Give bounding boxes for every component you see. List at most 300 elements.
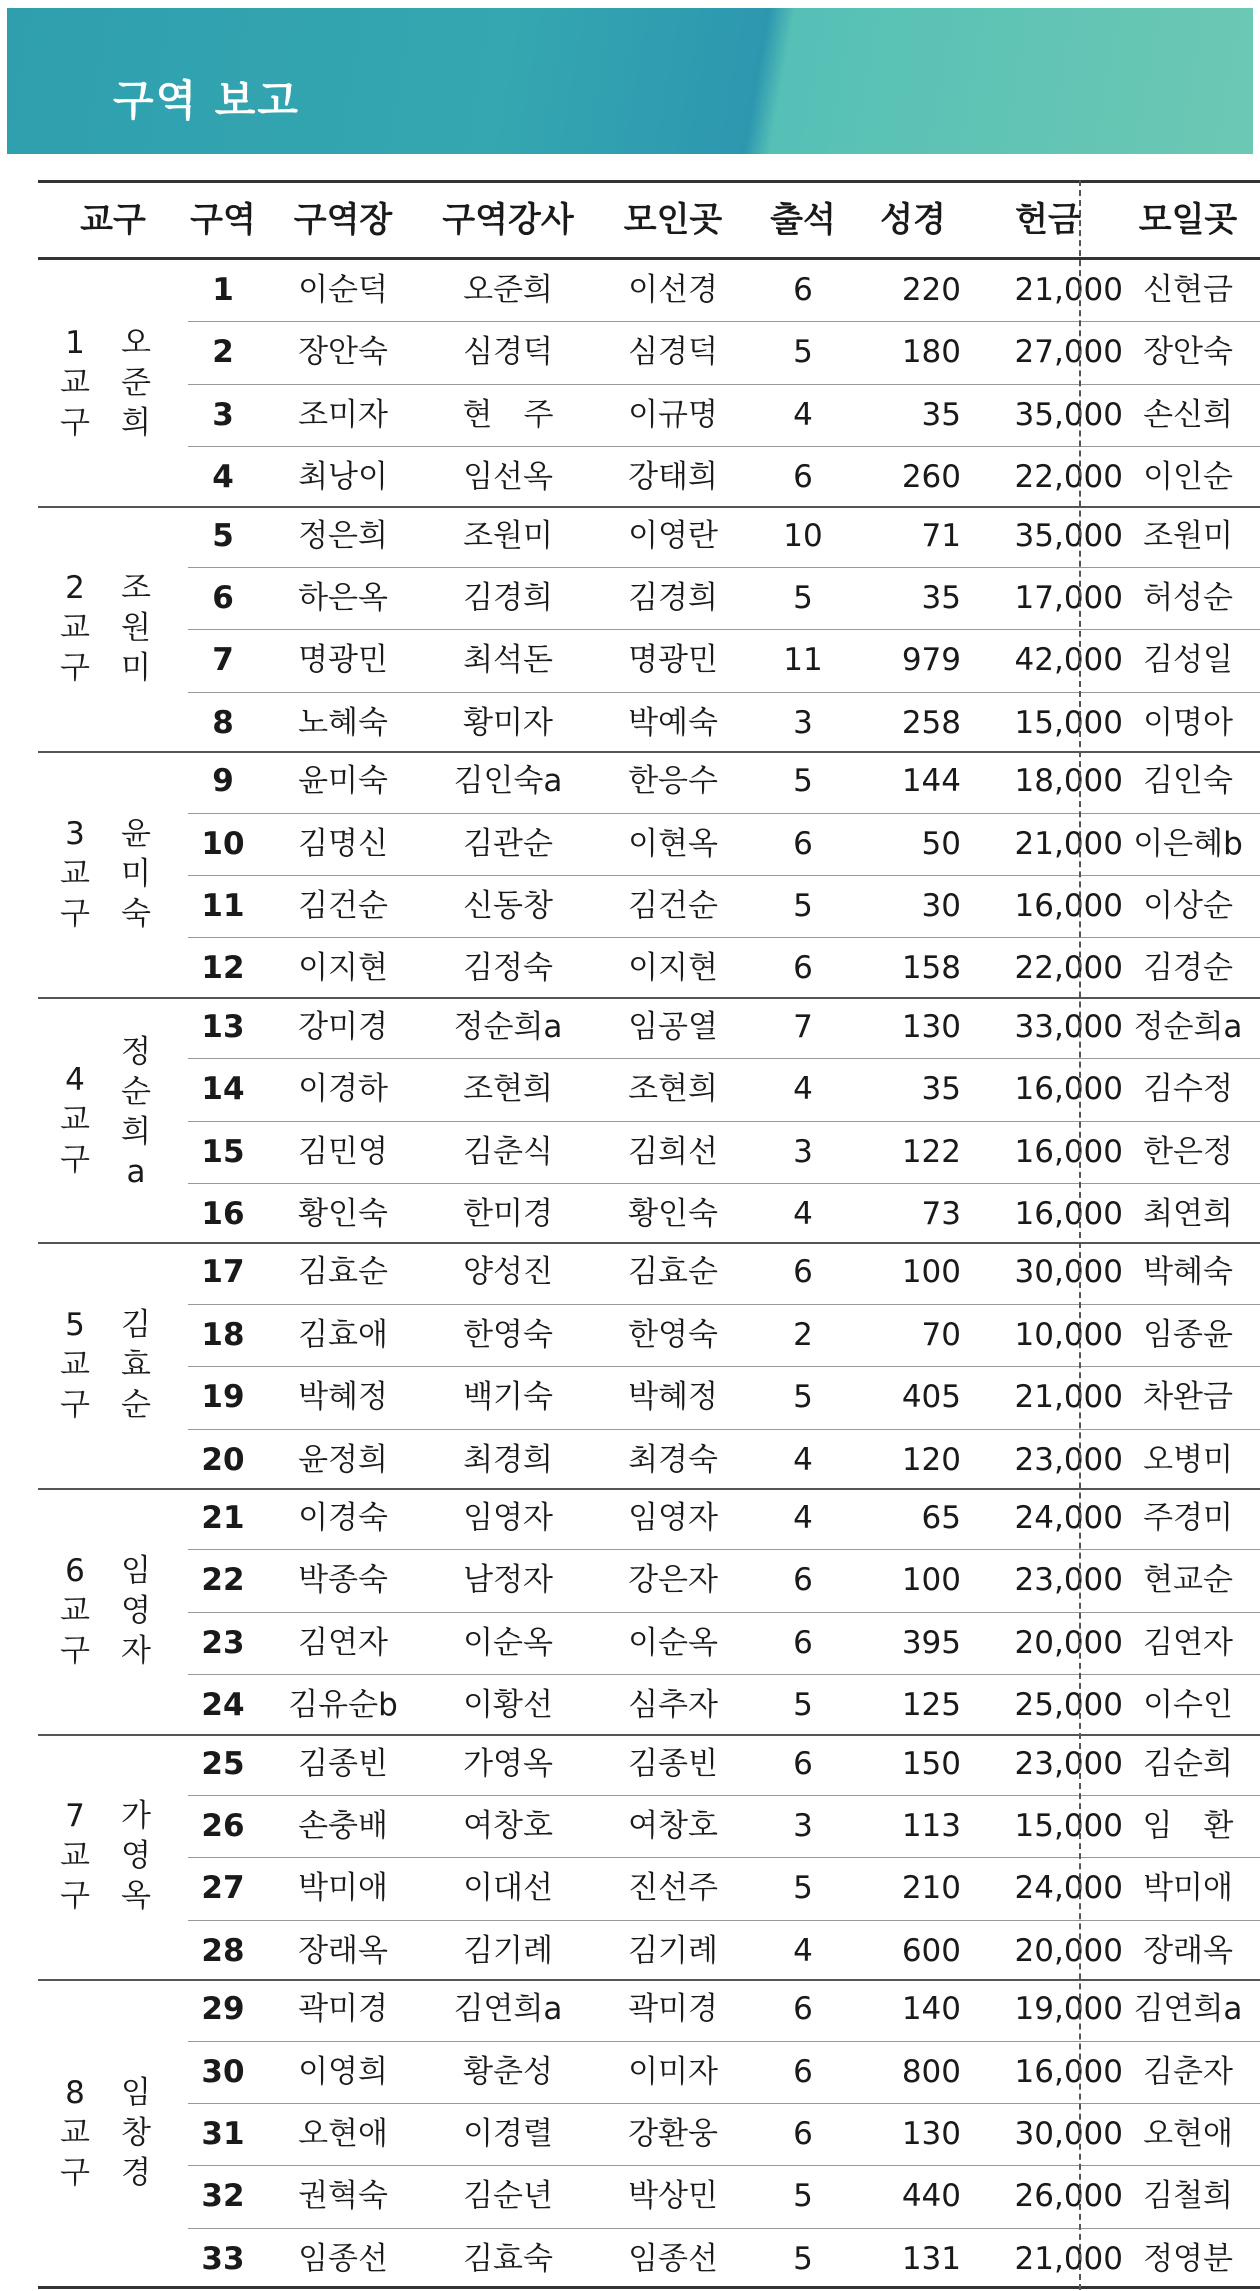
cell-heongeum: 17,000	[1014, 579, 1123, 616]
cell-gangsa: 김인숙a	[453, 763, 563, 800]
cell-seonggyeong: 600	[901, 1932, 961, 1969]
cell-gangsa: 백기숙	[463, 1379, 553, 1416]
cell-moil: 김경순	[1143, 950, 1233, 987]
cell-jang: 박미애	[298, 1870, 388, 1907]
cell-moin: 이현옥	[628, 825, 718, 862]
table-row	[188, 1734, 1260, 1796]
cell-moil: 박혜숙	[1143, 1254, 1233, 1291]
cell-gangsa: 임영자	[463, 1500, 553, 1536]
cell-moil: 오병미	[1143, 1441, 1233, 1478]
cell-seonggyeong: 144	[901, 763, 961, 800]
cell-gangsa: 황춘성	[463, 2053, 553, 2090]
cell-seonggyeong: 180	[901, 334, 961, 371]
cell-jang: 김유순b	[288, 1687, 398, 1724]
cell-jang: 정은희	[298, 517, 388, 554]
cell-no: 27	[201, 1870, 245, 1907]
cell-heongeum: 16,000	[1014, 1133, 1123, 1170]
leader-name-char: 미	[121, 855, 151, 892]
cell-heongeum: 30,000	[1014, 2115, 1123, 2152]
table-row	[188, 938, 1260, 999]
cell-chulseok: 6	[793, 1991, 813, 2028]
leader-name-char: 경	[121, 2154, 151, 2191]
leader-name-char: 순	[121, 1073, 151, 1110]
cell-moil: 이명아	[1143, 704, 1233, 741]
group-number-char: 1	[65, 324, 85, 361]
cell-moin: 임종선	[628, 2240, 718, 2277]
group-label	[38, 260, 188, 506]
table-row	[188, 568, 1260, 630]
cell-seonggyeong: 100	[901, 1562, 961, 1599]
table-row	[188, 1979, 1260, 2041]
page-title: 구역 보고	[113, 76, 300, 125]
cell-no: 25	[201, 1745, 245, 1782]
cell-moil: 김연희a	[1133, 1991, 1243, 2028]
group-leader-name	[116, 568, 156, 688]
cell-moil: 김수정	[1143, 1071, 1233, 1108]
table-row	[188, 814, 1260, 876]
cell-chulseok: 6	[793, 272, 813, 308]
group-number	[58, 1551, 92, 1671]
cell-chulseok: 5	[793, 2240, 813, 2277]
group-number-char: 7	[65, 1798, 85, 1835]
cell-jang: 이경하	[298, 1071, 388, 1108]
table-row	[188, 1613, 1260, 1675]
cell-heongeum: 15,000	[1014, 704, 1123, 741]
group-number-char: 교	[60, 1838, 90, 1875]
cell-gangsa: 황미자	[463, 704, 553, 741]
cell-gangsa: 김효숙	[463, 2240, 553, 2277]
cell-jang: 노혜숙	[298, 704, 388, 741]
cell-no: 16	[201, 1195, 245, 1232]
cell-no: 26	[201, 1807, 245, 1844]
cell-moin: 임공열	[628, 1008, 718, 1045]
cell-chulseok: 6	[793, 1745, 813, 1782]
group-number-char: 구	[60, 1878, 90, 1915]
cell-jang: 이지현	[298, 950, 388, 987]
cell-seonggyeong: 120	[901, 1441, 961, 1478]
cell-heongeum: 21,000	[1014, 2240, 1123, 2277]
header-guyeok: 구역	[190, 200, 256, 240]
cell-moin: 강태희	[628, 459, 718, 496]
group-label	[38, 1488, 188, 1734]
cell-chulseok: 6	[793, 1254, 813, 1291]
group-number	[58, 323, 92, 443]
cell-moin: 한응수	[628, 763, 718, 800]
cell-chulseok: 7	[793, 1008, 813, 1045]
table-row	[188, 447, 1260, 508]
cell-jang: 이영희	[298, 2053, 388, 2090]
cell-no: 32	[201, 2178, 245, 2215]
district-group	[38, 1979, 1260, 2289]
leader-name-char: 창	[121, 2114, 151, 2151]
cell-moil: 한은정	[1143, 1133, 1233, 1170]
cell-no: 4	[212, 459, 234, 496]
leader-name-char: 가	[121, 1798, 151, 1835]
group-number-char: 교	[60, 1101, 90, 1138]
cell-chulseok: 5	[793, 1870, 813, 1907]
header-chulseok: 출석	[770, 200, 836, 240]
cell-moin: 진선주	[628, 1870, 718, 1907]
group-number-char: 구	[60, 1632, 90, 1669]
cell-no: 19	[201, 1379, 245, 1416]
cell-moin: 이미자	[628, 2053, 718, 2090]
cell-moin: 강은자	[628, 1562, 718, 1599]
cell-moil: 신현금	[1143, 272, 1233, 308]
cell-gangsa: 최경희	[463, 1441, 553, 1478]
cell-moil: 임 환	[1142, 1807, 1234, 1844]
cell-moin: 심경덕	[628, 334, 718, 371]
cell-heongeum: 27,000	[1014, 334, 1123, 371]
group-number-char: 3	[65, 815, 85, 852]
cell-seonggyeong: 125	[901, 1687, 961, 1724]
cell-heongeum: 35,000	[1014, 396, 1123, 433]
group-leader-name	[116, 814, 156, 934]
district-group	[38, 1242, 1260, 1490]
cell-gangsa: 김경희	[463, 579, 553, 616]
table-row	[188, 1488, 1260, 1550]
cell-heongeum: 35,000	[1014, 517, 1123, 554]
cell-chulseok: 4	[793, 1500, 813, 1536]
cell-jang: 명광민	[298, 642, 388, 679]
cell-gangsa: 현 주	[462, 396, 554, 433]
cell-moil: 김순희	[1143, 1745, 1233, 1782]
leader-name-char: 미	[121, 650, 151, 687]
cell-moin: 박예숙	[628, 704, 718, 741]
cell-chulseok: 6	[793, 1624, 813, 1661]
group-rows	[188, 1734, 1260, 1983]
cell-jang: 장래옥	[298, 1932, 388, 1969]
cell-moil: 김춘자	[1143, 2053, 1233, 2090]
cell-no: 1	[212, 272, 234, 308]
cell-seonggyeong: 260	[901, 459, 961, 496]
cell-moin: 임영자	[628, 1500, 718, 1536]
table-row	[188, 385, 1260, 447]
cell-seonggyeong: 122	[901, 1133, 961, 1170]
cell-heongeum: 10,000	[1014, 1316, 1123, 1353]
group-number-char: 8	[65, 2074, 85, 2111]
cell-moil: 이인순	[1143, 459, 1233, 496]
leader-name-char: 정	[121, 1033, 151, 1070]
cell-moil: 주경미	[1143, 1500, 1233, 1536]
cell-gangsa: 정순희a	[453, 1008, 563, 1045]
group-number-char: 6	[65, 1552, 85, 1589]
group-number	[58, 814, 92, 934]
cell-chulseok: 3	[793, 1807, 813, 1844]
table-row	[188, 876, 1260, 938]
cell-moin: 심추자	[628, 1687, 718, 1724]
cell-moil: 김연자	[1143, 1624, 1233, 1661]
leader-name-char: 임	[121, 2074, 151, 2111]
header-heongeum: 헌금	[1015, 200, 1081, 240]
cell-chulseok: 5	[793, 763, 813, 800]
group-leader-name	[116, 323, 156, 443]
cell-jang: 최낭이	[298, 459, 388, 496]
group-number-char: 구	[60, 1141, 90, 1178]
cell-heongeum: 24,000	[1014, 1500, 1123, 1536]
table-row	[188, 1796, 1260, 1858]
cell-no: 20	[201, 1441, 245, 1478]
cell-moin: 여창호	[628, 1807, 718, 1844]
table-row	[188, 2166, 1260, 2228]
group-label	[38, 1734, 188, 1980]
leader-name-char: 효	[121, 1347, 151, 1384]
group-leader-name	[116, 1032, 156, 1192]
cell-chulseok: 4	[793, 1932, 813, 1969]
cell-heongeum: 42,000	[1014, 642, 1123, 679]
cell-gangsa: 남정자	[463, 1562, 553, 1599]
leader-name-char: 영	[121, 1838, 151, 1875]
cell-seonggyeong: 100	[901, 1254, 961, 1291]
cell-moin: 황인숙	[628, 1195, 718, 1232]
leader-name-char: 숙	[121, 895, 151, 932]
leader-name-char: 오	[121, 324, 151, 361]
table-row	[188, 1675, 1260, 1736]
cell-heongeum: 24,000	[1014, 1870, 1123, 1907]
group-number-char: 4	[65, 1061, 85, 1098]
cell-no: 21	[201, 1500, 245, 1536]
cell-no: 6	[212, 579, 234, 616]
cell-jang: 장안숙	[298, 334, 388, 371]
leader-name-char: 임	[121, 1552, 151, 1589]
cell-seonggyeong: 30	[921, 887, 961, 924]
table-row	[188, 630, 1260, 692]
cell-chulseok: 3	[793, 704, 813, 741]
table-row	[188, 1550, 1260, 1612]
cell-chulseok: 6	[793, 459, 813, 496]
group-label	[38, 751, 188, 997]
cell-chulseok: 6	[793, 2115, 813, 2152]
cell-jang: 조미자	[298, 396, 388, 433]
cell-jang: 하은옥	[298, 579, 388, 616]
leader-name-char: 희	[121, 1113, 151, 1150]
cell-no: 13	[201, 1008, 245, 1045]
cell-gangsa: 여창호	[463, 1807, 553, 1844]
cell-moil: 현교순	[1143, 1562, 1233, 1599]
cell-jang: 이경숙	[298, 1500, 388, 1536]
group-number	[58, 568, 92, 688]
district-group	[38, 506, 1260, 754]
cell-moil: 조원미	[1143, 517, 1233, 554]
cell-gangsa: 신동창	[463, 887, 553, 924]
cell-moil: 박미애	[1143, 1870, 1233, 1907]
cell-no: 2	[212, 334, 234, 371]
cell-heongeum: 18,000	[1014, 763, 1123, 800]
cell-chulseok: 3	[793, 1133, 813, 1170]
cell-moil: 최연희	[1143, 1195, 1233, 1232]
cell-moin: 김종빈	[628, 1745, 718, 1782]
cell-moil: 이은혜b	[1133, 825, 1243, 862]
cell-moin: 최경숙	[628, 1441, 718, 1478]
cell-heongeum: 30,000	[1014, 1254, 1123, 1291]
cell-gangsa: 이순옥	[463, 1624, 553, 1661]
cell-gangsa: 이경렬	[463, 2115, 553, 2152]
cell-no: 3	[212, 396, 234, 433]
group-label	[38, 1979, 188, 2286]
cell-seonggyeong: 210	[901, 1870, 961, 1907]
group-number-char: 교	[60, 855, 90, 892]
group-label	[38, 997, 188, 1243]
cell-gangsa: 김춘식	[463, 1133, 553, 1170]
cell-chulseok: 4	[793, 1441, 813, 1478]
table-row	[188, 2042, 1260, 2104]
cell-seonggyeong: 73	[921, 1195, 961, 1232]
cell-no: 12	[201, 950, 245, 987]
group-rows	[188, 751, 1260, 1000]
cell-no: 31	[201, 2115, 245, 2152]
cell-chulseok: 4	[793, 1195, 813, 1232]
cell-seonggyeong: 158	[901, 950, 961, 987]
cell-chulseok: 4	[793, 1071, 813, 1108]
cell-chulseok: 5	[793, 1687, 813, 1724]
cell-gangsa: 김정숙	[463, 950, 553, 987]
cell-jang: 곽미경	[298, 1991, 388, 2028]
cell-heongeum: 23,000	[1014, 1441, 1123, 1478]
cell-moil: 오현애	[1143, 2115, 1233, 2152]
leader-name-char: 원	[121, 610, 151, 647]
cell-moil: 이수인	[1143, 1687, 1233, 1724]
header-gyogu: 교구	[80, 200, 146, 240]
cell-no: 33	[201, 2240, 245, 2277]
cell-moin: 김희선	[628, 1133, 718, 1170]
group-number	[58, 1060, 92, 1180]
cell-gangsa: 심경덕	[463, 334, 553, 371]
cell-heongeum: 25,000	[1014, 1687, 1123, 1724]
group-number-char: 구	[60, 2154, 90, 2191]
table-row	[188, 1921, 1260, 1982]
cell-seonggyeong: 113	[901, 1807, 961, 1844]
group-number-char: 교	[60, 2114, 90, 2151]
group-label	[38, 506, 188, 752]
cell-gangsa: 이황선	[463, 1687, 553, 1724]
cell-no: 17	[201, 1254, 245, 1291]
cell-gangsa: 양성진	[463, 1254, 553, 1291]
cell-heongeum: 20,000	[1014, 1932, 1123, 1969]
cell-chulseok: 6	[793, 950, 813, 987]
cell-seonggyeong: 150	[901, 1745, 961, 1782]
cell-chulseok: 4	[793, 396, 813, 433]
group-number-char: 5	[65, 1307, 85, 1344]
cell-chulseok: 11	[783, 642, 823, 679]
cell-moin: 이지현	[628, 950, 718, 987]
cell-chulseok: 6	[793, 1562, 813, 1599]
group-number	[58, 2073, 92, 2193]
district-group	[38, 260, 1260, 508]
cell-no: 10	[201, 825, 245, 862]
group-rows	[188, 1242, 1260, 1491]
cell-seonggyeong: 979	[901, 642, 961, 679]
cell-jang: 김민영	[298, 1133, 388, 1170]
table-row	[188, 1059, 1260, 1121]
group-number-char: 교	[60, 610, 90, 647]
cell-moin: 조현희	[628, 1071, 718, 1108]
cell-heongeum: 16,000	[1014, 1071, 1123, 1108]
group-number-char: 교	[60, 364, 90, 401]
cell-heongeum: 20,000	[1014, 1624, 1123, 1661]
table-row	[188, 751, 1260, 813]
cell-heongeum: 16,000	[1014, 2053, 1123, 2090]
cell-gangsa: 임선옥	[463, 459, 553, 496]
cell-jang: 강미경	[298, 1008, 388, 1045]
cell-moin: 이선경	[628, 272, 718, 308]
cell-chulseok: 5	[793, 579, 813, 616]
cell-gangsa: 이대선	[463, 1870, 553, 1907]
cell-heongeum: 22,000	[1014, 950, 1123, 987]
cell-seonggyeong: 50	[921, 825, 961, 862]
cell-seonggyeong: 130	[901, 1008, 961, 1045]
cell-seonggyeong: 405	[901, 1379, 961, 1416]
cell-heongeum: 26,000	[1014, 2178, 1123, 2215]
district-group	[38, 1734, 1260, 1982]
leader-name-char: 자	[121, 1632, 151, 1669]
cell-moin: 김경희	[628, 579, 718, 616]
cell-jang: 박혜정	[298, 1379, 388, 1416]
cell-moin: 박상민	[628, 2178, 718, 2215]
cell-jang: 윤정희	[298, 1441, 388, 1478]
table-row	[188, 1367, 1260, 1429]
leader-name-char: 영	[121, 1592, 151, 1629]
cell-seonggyeong: 220	[901, 272, 961, 308]
group-leader-name	[116, 1305, 156, 1425]
cell-moil: 김인숙	[1143, 763, 1233, 800]
cell-heongeum: 33,000	[1014, 1008, 1123, 1045]
header-moil: 모일곳	[1138, 200, 1238, 240]
cell-gangsa: 가영옥	[463, 1745, 553, 1782]
cell-no: 24	[201, 1687, 245, 1724]
title-banner	[7, 8, 1253, 154]
header-gangsa: 구역강사	[442, 200, 574, 240]
cell-chulseok: 10	[783, 517, 823, 554]
cell-no: 9	[212, 763, 234, 800]
cell-moin: 곽미경	[628, 1991, 718, 2028]
leader-name-char: 준	[121, 364, 151, 401]
cell-seonggyeong: 35	[921, 1071, 961, 1108]
group-rows	[188, 506, 1260, 755]
cell-no: 7	[212, 642, 234, 679]
cell-moin: 이순옥	[628, 1624, 718, 1661]
cell-seonggyeong: 131	[901, 2240, 961, 2277]
cell-moin: 한영숙	[628, 1316, 718, 1353]
header-moin: 모인곳	[623, 200, 723, 240]
cell-moin: 박혜정	[628, 1379, 718, 1416]
cell-no: 11	[201, 887, 245, 924]
cell-moil: 허성순	[1143, 579, 1233, 616]
cell-seonggyeong: 258	[901, 704, 961, 741]
cell-gangsa: 김관순	[463, 825, 553, 862]
cell-gangsa: 오준희	[463, 272, 553, 308]
cell-heongeum: 16,000	[1014, 1195, 1123, 1232]
group-number-char: 구	[60, 1387, 90, 1424]
cell-gangsa: 김순년	[463, 2178, 553, 2215]
table-row	[188, 2229, 1260, 2290]
table-row	[188, 997, 1260, 1059]
cell-moin: 명광민	[628, 642, 718, 679]
cell-moin: 강환웅	[628, 2115, 718, 2152]
cell-no: 28	[201, 1932, 245, 1969]
table-row	[188, 1122, 1260, 1184]
cell-moin: 김효순	[628, 1254, 718, 1291]
table-header	[38, 180, 1260, 260]
cell-seonggyeong: 70	[921, 1316, 961, 1353]
cell-no: 8	[212, 704, 234, 741]
group-rows	[188, 260, 1260, 509]
cell-seonggyeong: 35	[921, 579, 961, 616]
cell-jang: 김연자	[298, 1624, 388, 1661]
cell-moin: 이영란	[628, 517, 718, 554]
group-leader-name	[116, 2073, 156, 2193]
cell-chulseok: 5	[793, 334, 813, 371]
cell-no: 14	[201, 1071, 245, 1108]
cell-seonggyeong: 130	[901, 2115, 961, 2152]
